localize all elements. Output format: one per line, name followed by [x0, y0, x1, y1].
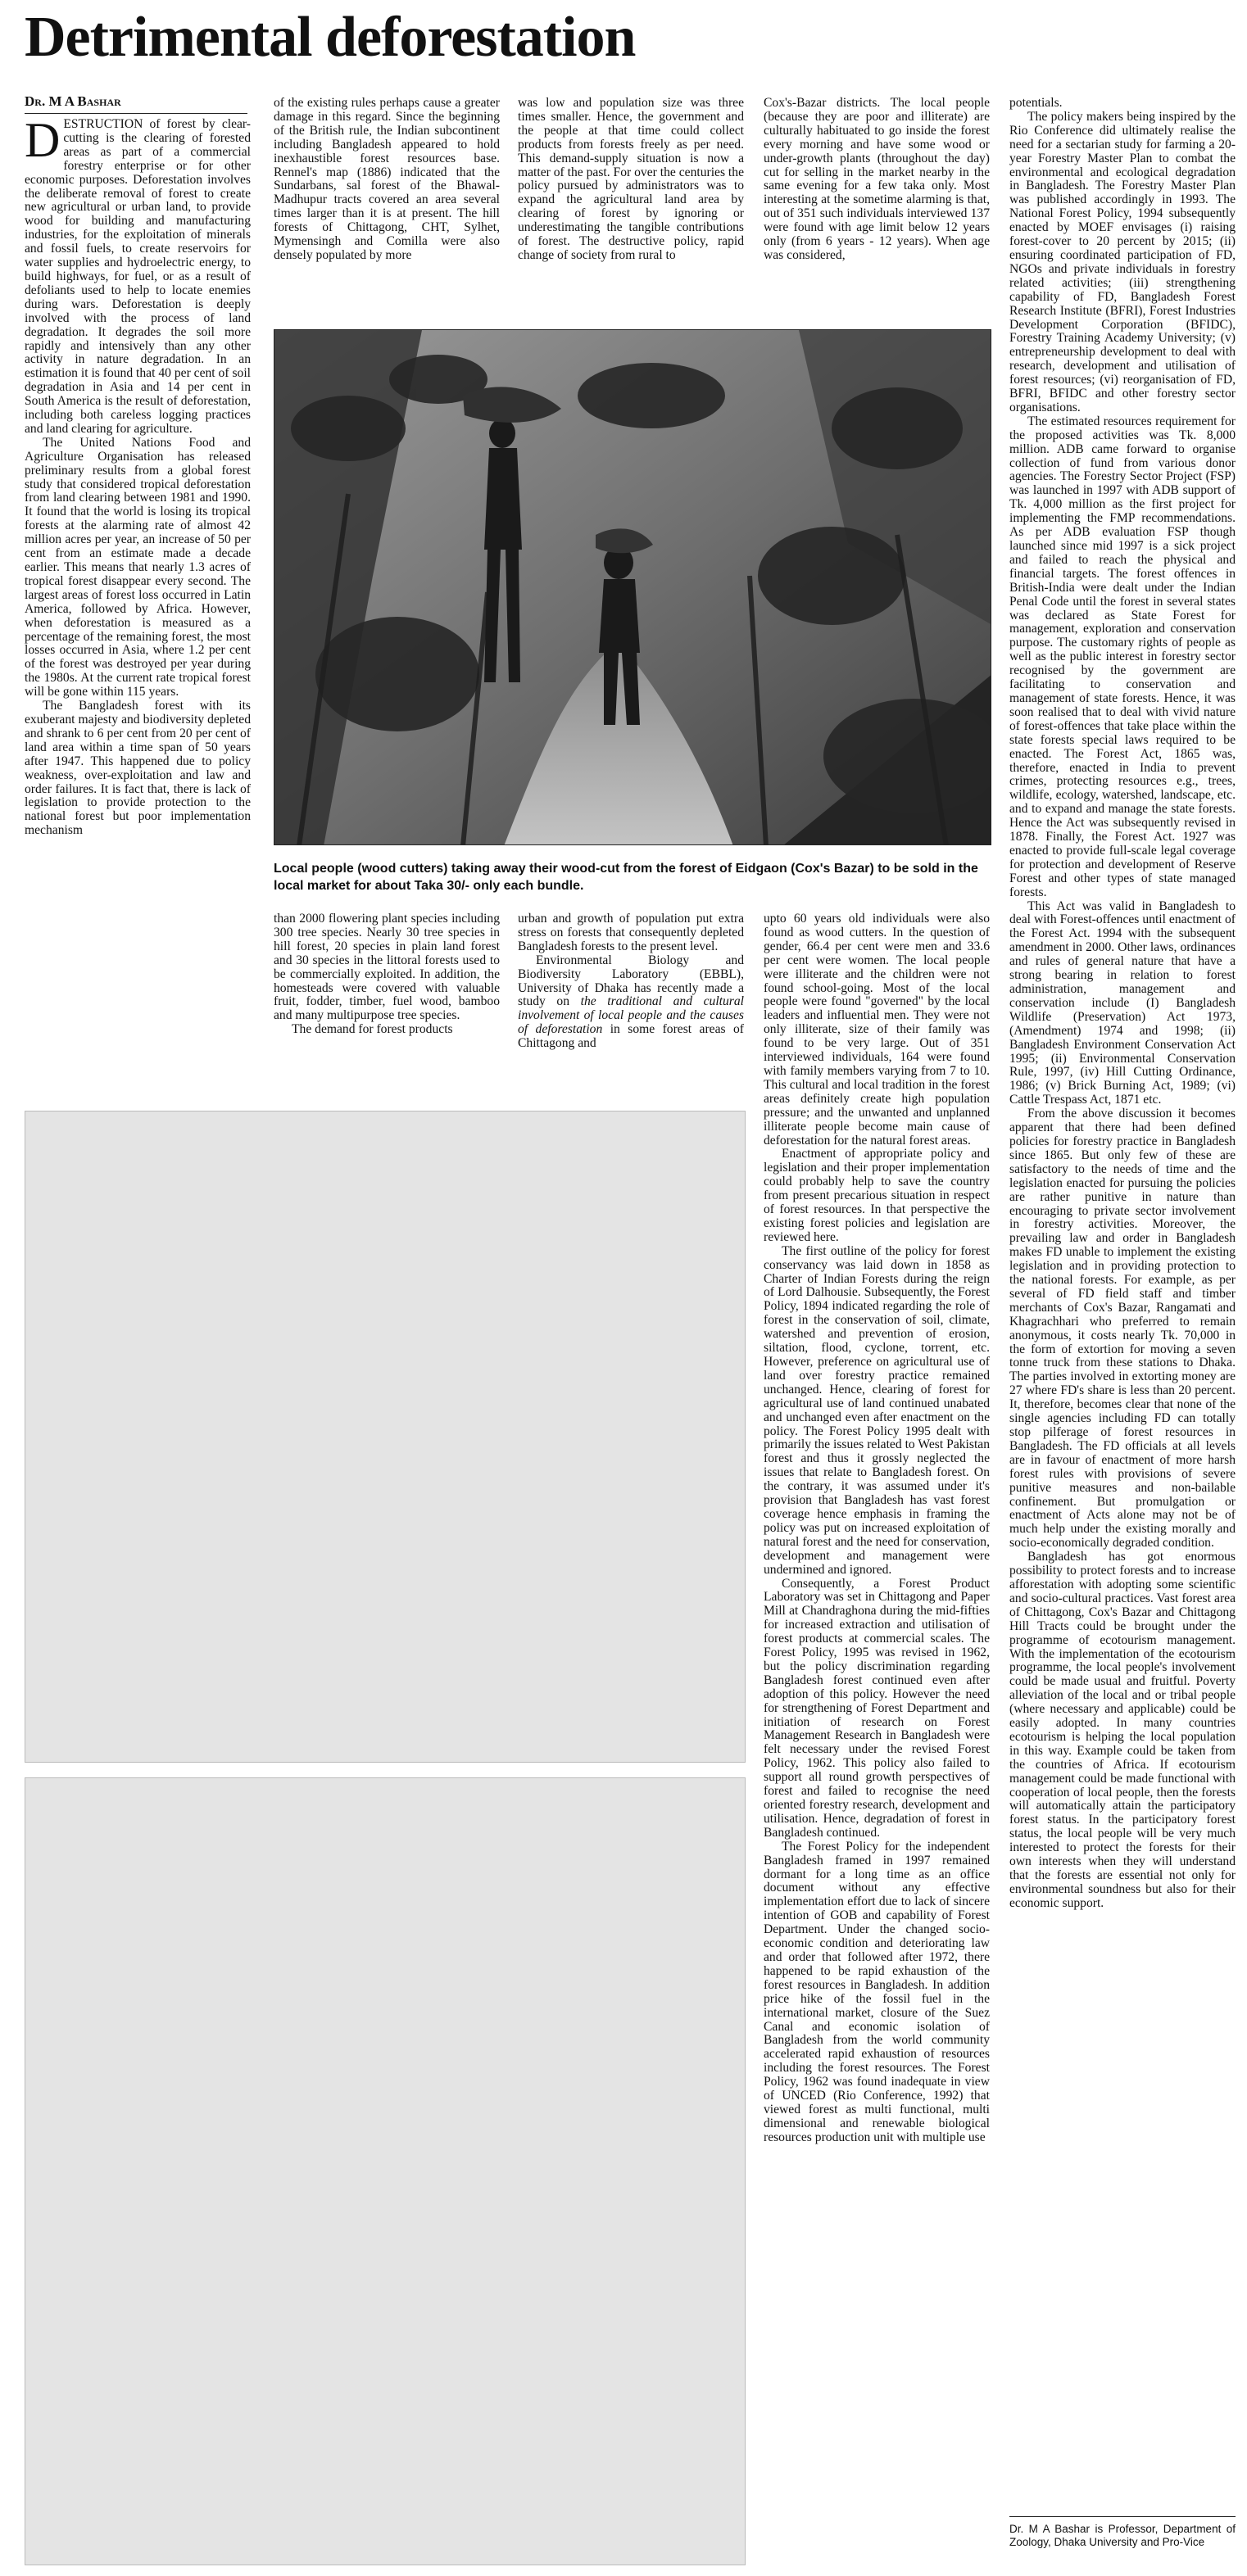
paragraph: was low and population size was three times smaller. Hence, the government and the people at that time could collect products from forests freely as per need. This demand-supply situation is now a matter of the past. For over the centuries the policy pursued by administrators was to expand the agricultural land area by clearing of forest by ignoring or underestimating the tangible contributions of forest. The destructive policy, rapid change of society from rural to: [518, 97, 744, 262]
author-divider: [1009, 2516, 1236, 2517]
paragraph: The United Nations Food and Agriculture Organisation has released preliminary results from a global forest study that considered tropical deforestation from land clearing between 1981 and 1990. It found that the world is losing its tropical forests at the alarming rate of almost 42 million acres per year, an increase of 50 per cent from an estimate made a decade earlier. This means that nearly 1.3 acres of tropical forest disappear every second. The largest areas of forest loss occurred in Latin America, followed by Africa. However, when deforestation is measured as a percentage of the remaining forest, the most losses occurred in Asia, where 1.2 per cent of the forest was destroyed per year during the 1980s. At the current rate tropical forest will be gone within 115 years.: [25, 435, 251, 699]
article-column-4-top: [764, 97, 990, 322]
author-note: Dr. M A Bashar is Professor, Department of Zoology, Dhaka University and Pro-Vice: [1009, 2523, 1236, 2548]
paragraph: The first outline of the policy for forest conservancy was laid down in 1858 as Charter of Indian Forests during the reign of Lord Dalhousie. Subsequently, the Forest Policy, 1894 indicated regarding the role of forest in the conservation of soil, climate, watershed and prevention of erosion, siltation, flood, cyclone, torrent, etc. However, preference on agricultural use of land over forestry practice remained unchanged. Hence, clearing of forest for agricultural use of land continued unabated and unchanged even after enactment on the policy. The Forest Policy 1995 dealt with primarily the issues related to West Pakistan forest and thus it grossly neglected the issues that relate to Bangladesh forest. On the contrary, it was assumed under it's provision that Bangladesh has vast forest coverage hence emphasis in framing the policy was put on increased exploitation of natural forest and the need for conservation, development and management were undermined and ignored.: [764, 1243, 990, 1577]
paragraph: From the above discussion it becomes apparent that there had been defined policies for forestry practice in Bangladesh since 1865. But only few of these are satisfactory to the needs of time and the legislation enacted for pursuing the policies are rather punitive in nature than encouraging to private sector involvement in forestry activities. Moreover, the prevailing law and order in Bangladesh makes FD unable to implement the existing legislation and in providing protection to the national forests. For example, as per several of FD field staff and timber merchants of Cox's Bazar, Rangamati and Khagrachhari who preferred to remain anonymous, it costs nearly Tk. 70,000 in the form of extortion for moving a seven tonne truck from these stations to Dhaka. The parties involved in extorting money are 27 where FD's share is less than 20 percent. It, therefore, becomes clear that none of the single agencies including FD can totally stop pilferage of forest resources in Bangladesh. The FD officials at all levels are in favour of enactment of more harsh forest rules with provisions of severe punitive measures and non-bailable confinement. But promulgation or enactment of Acts alone may not be of much help under the existing morally and socio-economically degraded condition.: [1009, 1107, 1236, 1551]
lead-paragraph: [25, 118, 251, 437]
article-column-5: [1009, 97, 1236, 2479]
paragraph: The demand for forest products: [292, 1022, 453, 1037]
photo-caption: Local people (wood cutters) taking away their wood-cut from the forest of Eidgaon (Cox's Bazar) to be sold in the local market for about Taka 30/- only each bundle.: [274, 862, 978, 893]
byline-divider: [25, 113, 247, 114]
article-column-4-bottom: [764, 912, 990, 2542]
advertisement-placeholder: [25, 1777, 746, 2565]
paragraph: potentials.: [1009, 97, 1063, 110]
paragraph-text: in some forest areas of Chittagong and: [518, 1022, 744, 1051]
article-column-3-top: [518, 97, 744, 322]
lead-paragraph-text: ESTRUCTION of forest by clear-cutting is the clearing of forested areas as part of a commercial forestry enterprise or for other economic purposes. Deforestation involves the deliberate removal of forest to create new agricultural or urban land, to provide wood for building and manufacturing industries, for the exploitation of minerals and fossil fuels, to create reservoirs for water supplies and hydroelectric energy, to build highways, for fuel, or as a result of defoliants used to help to locate enemies during wars. Deforestation is deeply involved with the process of land degradation. It degrades the soil more rapidly and intensively than any other activity in nature degradation. In an estimation it is found that 40 per cent of soil degradation in Asia and 14 per cent in South America is the result of deforestation, including both careless logging practices and land clearing for agriculture.: [25, 118, 251, 436]
article-photo: [274, 329, 991, 845]
photo-illustration: [274, 330, 991, 845]
advertisement-placeholder: [25, 1111, 746, 1763]
paragraph: Enactment of appropriate policy and legislation and their proper implementation could probably help to save the country from present precarious situation in respect of forest resources. In that perspective the existing forest policies and legislation are reviewed here.: [764, 1147, 990, 1244]
article-column-2-bottom: [274, 912, 500, 1089]
paragraph: than 2000 flowering plant species including 300 tree species. Nearly 30 tree species in hill forest, 20 species in plain land forest and 30 species in the littoral forests used to be commercially exploited. In addition, the homesteads were covered with valuable fruit, fodder, timber, fuel wood, bamboo and many multipurpose tree species.: [274, 912, 500, 1023]
drop-cap: D: [25, 118, 61, 167]
paragraph: This Act was valid in Bangladesh to deal with Forest-offences until enactment of the Forest Act. 1994 with the subsequent amendment in 2000. Other laws, ordinances and rules of general nature that have a strong bearing in relation to forest administration, management and conservation include (I) Bangladesh Wildlife (Preservation) Act 1973, (Amendment) 1974 and 1998; (ii) Bangladesh Environment Conservation Act 1995; (ii) Environmental Conservation Rule, 1997, (iv) Hill Cutting Ordinance, 1986; (v) Brick Burning Act, 1989; (vi) Cattle Trespass Act, 1871 etc.: [1009, 899, 1236, 1107]
paragraph: The Forest Policy for the independent Bangladesh framed in 1997 remained dormant for a long time as an office document without any effective implementation effort due to lack of sincere intention of GOB and capability of Forest Department. Under the changed socio-economic condition and deteriorating law and order that followed after 1972, there happened to be rapid exhaustion of the forest resources in Bangladesh. In addition price hike of the fossil fuel in the international market, closure of the Suez Canal and economic isolation of Bangladesh from the world community accelerated rapid exhaustion of resources including the forest resources. The Forest Policy, 1962 was found inadequate in view of UNCED (Rio Conference, 1992) that viewed forest as multi functional, multi dimensional and renewable biological resources production unit with multiple use: [764, 1839, 990, 2144]
paragraph: The estimated resources requirement for the proposed activities was Tk. 8,000 million. ADB came forward to organise collection of fund from various donor agencies. The Forestry Sector Project (FSP) was launched in 1997 with ADB support of Tk. 4,000 million as the first project for implementing the FMP recommendations. As per ADB evaluation FSP though launched since mid 1997 is a sick project and failed to reach the physical and financial targets. The forest offences in British-India were dealt under the Indian Penal Code until the forest in several states was declared as State Forest for management, exploration and conservation purpose. The customary rights of people as well as the public interest in forestry sector recognised by the government are facilitating to conservation and management of state forests. Hence, it was soon realised that to deal with vivid nature of forest-offences that take place within the state forests special laws required to be enacted. The Forest Act, 1865 was, therefore, enacted in India to prevent crimes, protecting resources e.g., trees, wildlife, ecology, watershed, landscape, etc. and to expand and manage the state forests. Hence the Act was subsequently revised in 1878. Finally, the Forest Act. 1927 was enacted to provide full-scale legal coverage for protection and development of Reserve Forest and other types of state managed forests.: [1009, 414, 1236, 899]
paragraph: Bangladesh has got enormous possibility to protect forests and to increase afforestation with adopting some scientific and socio-cultural practices. Vast forest area of Chittagong, Cox's Bazar and Chittagong Hill Tracts could be brought under the programme of ecotourism management. With the implementation of the ecotourism programme, the local people's involvement could be made usual and fruitful. Poverty alleviation of the local and or tribal people (where necessary and applicable) could be easily adopted. In many countries ecotourism is helping the local population in this way. Example could be taken from the countries of Africa. If ecotourism management could be made functional with cooperation of local people, then the forests will automatically attain the participatory forest status. In the participatory forest status, the local people will be very much interested to protect the forests for their own interests when they will understand that the forests are essential not only for environmental soundness but also for their economic support.: [1009, 1550, 1236, 1910]
byline: Dr. M A Bashar: [25, 93, 121, 109]
article-column-1: [25, 118, 251, 1166]
paragraph-text: Environmental Biology and Biodiversity Laboratory (EBBL), University of Dhaka has recently made a study on: [518, 953, 744, 1009]
paragraph: The policy makers being inspired by the Rio Conference did ultimately realise the need for a sectarian study for farming a 20-year Forestry Master Plan to combat the environmental and ecological degradation in Bangladesh. The Forestry Master Plan was published accordingly in 1993. The National Forest Policy, 1994 subsequently enacted by MOEF envisages (i) raising forest-cover to 20 percent by 2015; (ii) ensuring coordinated participation of FD, NGOs and private individuals in forestry related activities; (iii) strengthening capability of FD, Bangladesh Forest Research Institute (BFRI), Forest Industries Development Corporation (BFIDC), Forestry Training Academy University; (v) entrepreneurship development to deal with research, development and utilisation of forest resources; (vi) reorganisation of FD, BFRI, BFIDC and other forestry sector organisations.: [1009, 109, 1236, 414]
paragraph: [518, 954, 744, 1051]
paragraph: upto 60 years old individuals were also found as wood cutters. In the question of gender, 66.4 per cent were men and 33.6 per cent were women. The local people were illiterate and the children were not found school-going. Most of the local people were found "governed" by the local leaders and influential men. They were not only illiterate, size of their family was found to be very large. Out of 351 interviewed individuals, 164 were found with family members varying from 7 to 10. This cultural and local tradition in the forest areas definitely create high population pressure; and the unwanted and unplanned illiterate people become main cause of deforestation for the natural forest areas.: [764, 912, 990, 1148]
paragraph: of the existing rules perhaps cause a greater damage in this regard. Since the beginning of the British rule, the Indian subcontinent including Bangladesh appeared to hold inexhaustible forest resources base. Rennel's map (1886) indicated that the Sundarbans, sal forest of the Bhawal-Madhupur tracts covered an area several times larger than it is at present. The hill forests of Chittagong, CHT, Sylhet, Mymensingh and Comilla were also densely populated by more: [274, 97, 500, 262]
headline: Detrimental deforestation: [25, 6, 636, 69]
paragraph: Cox's-Bazar districts. The local people (because they are poor and illiterate) are culturally habituated to go inside the forest every morning and have some wood or under-growth plants (throughout the day) cut for selling in the market nearby in the same evening for a few taka only. Most interesting at the sometime alarming is that, out of 351 such individuals interviewed 137 were found with age limit below 12 years only (from 6 years - 12 years). When age was considered,: [764, 97, 990, 262]
paragraph: The Bangladesh forest with its exuberant majesty and biodiversity depleted and shrank to 6 per cent from 20 per cent of land area within a time span of 50 years after 1947. This happened due to policy weakness, over-exploitation and law and order failures. It is fact that, there is lack of legislation to provide protection to the national forest but poor implementation mechanism: [25, 699, 251, 838]
article-column-2-top: [274, 97, 500, 322]
paragraph: urban and growth of population put extra stress on forests that consequently depleted Bangladesh forests to the present level.: [518, 912, 744, 953]
paragraph: Consequently, a Forest Product Laboratory was set in Chittagong and Paper Mill at Chandraghona during the mid-fifties for increased extraction and utilisation of forest products at commercial scales. The Forest Policy, 1995 was revised in 1962, but the policy discrimination regarding Bangladesh forest continued even after adoption of this policy. However the need for strengthening of Forest Department and initiation of research on Forest Management Research in Bangladesh were felt necessary under the revised Forest Policy, 1962. This policy also failed to support all round growth perspectives of forest and failed to recognise the need oriented forestry research, development and utilisation. Hence, degradation of forest in Bangladesh continued.: [764, 1576, 990, 1840]
study-title: the traditional and cultural involvement of local people and the causes of deforestation: [518, 994, 744, 1037]
article-column-3-bottom: [518, 912, 744, 1089]
